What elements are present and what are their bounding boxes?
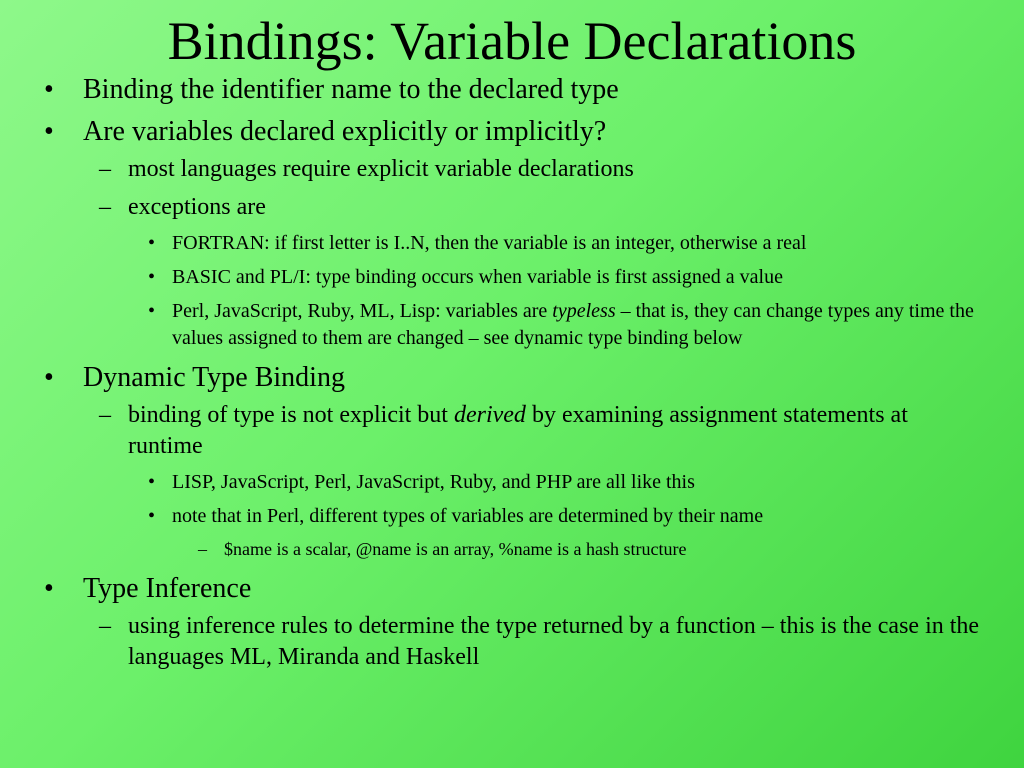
sub-bullet-text: exceptions are: [128, 194, 266, 220]
level4-bullet-item: [0, 537, 1024, 561]
bullet-marker: •: [44, 74, 54, 105]
bullet-text: Type Inference: [83, 573, 252, 604]
bullet-item: [0, 116, 1024, 148]
bullet-text: Binding the identifier name to the declared type: [83, 74, 619, 105]
sub-sub-bullet-item: [0, 264, 1024, 291]
sub-sub-bullet-item: [0, 469, 1024, 496]
bullet-marker: •: [44, 116, 54, 147]
sub-sub-bullet-item: [0, 503, 1024, 530]
level4-bullet-text: $name is a scalar, @name is an array, %name is a hash structure: [224, 539, 687, 559]
sub-bullet-item: [0, 192, 1024, 223]
sub-sub-bullet-item: [0, 230, 1024, 257]
dash-marker: –: [99, 613, 111, 639]
sub-sub-bullet-text: BASIC and PL/I: type binding occurs when variable is first assigned a value: [172, 266, 783, 288]
bullet-marker: •: [148, 300, 156, 322]
bullet-item: [0, 74, 1024, 106]
sub-sub-bullet-item: [0, 298, 1024, 352]
bullet-item: [0, 573, 1024, 605]
slide-content: [0, 74, 1024, 680]
bullet-item: [0, 362, 1024, 394]
sub-bullet-item: [0, 154, 1024, 185]
bullet-text: Are variables declared explicitly or implicitly?: [83, 116, 607, 147]
sub-bullet-text: most languages require explicit variable declarations: [128, 156, 634, 182]
text-segment: binding of type is not explicit but: [128, 402, 454, 428]
sub-sub-bullet-text: FORTRAN: if first letter is I..N, then the variable is an integer, otherwise a real: [172, 232, 807, 254]
bullet-marker: •: [44, 362, 54, 393]
bullet-marker: •: [44, 573, 54, 604]
bullet-marker: •: [148, 266, 156, 288]
emphasized-term: derived: [453, 402, 526, 428]
text-segment: Perl, JavaScript, Ruby, ML, Lisp: variables are: [172, 300, 553, 322]
dash-marker: –: [99, 402, 111, 428]
dash-marker: –: [198, 539, 207, 559]
text-segment: by examining assignment statements at runtime: [128, 402, 908, 459]
dash-marker: –: [99, 194, 111, 220]
sub-bullet-item: [0, 611, 1024, 673]
sub-bullet-text: using inference rules to determine the type returned by a function – this is the case in the languages ML, Miranda and Haskell: [128, 613, 980, 670]
emphasized-term: typeless: [552, 300, 616, 322]
sub-sub-bullet-text: [172, 300, 974, 349]
sub-bullet-item: [0, 400, 1024, 462]
sub-bullet-text: [128, 402, 908, 459]
sub-sub-bullet-text: LISP, JavaScript, Perl, JavaScript, Ruby, and PHP are all like this: [172, 471, 695, 493]
dash-marker: –: [99, 156, 111, 182]
bullet-text: Dynamic Type Binding: [83, 362, 345, 393]
slide-title: Bindings: Variable Declarations: [167, 11, 857, 71]
bullet-marker: •: [148, 505, 156, 527]
bullet-marker: •: [148, 232, 156, 254]
bullet-marker: •: [148, 471, 156, 493]
sub-sub-bullet-text: note that in Perl, different types of variables are determined by their name: [172, 505, 764, 527]
text-segment: – that is, they can change types any time the values assigned to them are changed – see dynamic type binding below: [172, 300, 974, 349]
